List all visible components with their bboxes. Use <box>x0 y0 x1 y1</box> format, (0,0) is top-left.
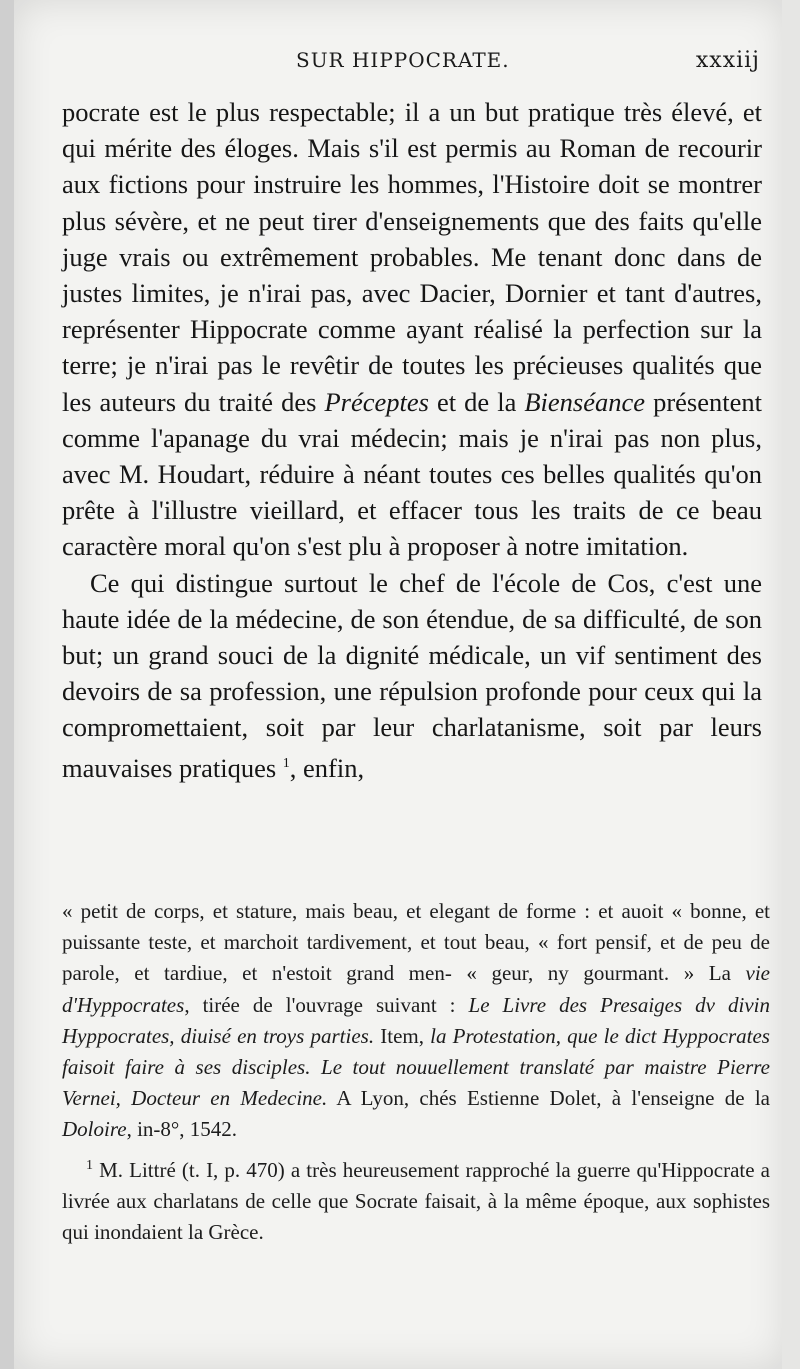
paragraph-2-text-a: Ce qui distingue surtout le chef de l'école de Cos, c'est une haute idée de la médecine, de son étendue, de sa difficulté, de son but; un grand souci de la dignité médicale, un vif sentiment des devoirs de sa profession, une répulsion profonde pour ceux qui la compromettaient, soit par leur charlatanisme, soit par leurs mauvaises pratiques <box>62 567 762 783</box>
footnote-ref: 1 <box>282 755 290 771</box>
page-header <box>60 48 760 78</box>
footnote-mark: 1 <box>86 1157 93 1173</box>
footnote-continuation <box>62 896 770 1146</box>
title-bienseance: Bienséance <box>524 386 646 417</box>
paragraph-2 <box>62 565 762 786</box>
footnote-1-text-d: A Lyon, chés Estienne Dolet, à l'enseigne de la <box>327 1086 770 1111</box>
footnotes <box>62 896 770 1248</box>
footnote-1-italic-3: la Protestation, que le dict Hyppocrates faisoit faire à ses disciples. Le tout nouuellement translaté par maistre Pierre Vernei, Docteur en Medecine. <box>62 1023 770 1111</box>
footnote-1-italic-2: Le Livre des Presaiges dv divin Hyppocrates, diuisé en troys parties. <box>62 992 770 1048</box>
footnote-1-italic-1: vie d'Hyppocrates <box>62 961 770 1017</box>
running-title: SUR HIPPOCRATE. <box>296 48 510 72</box>
body-text <box>62 94 762 786</box>
paragraph-1-text-b: et de la <box>428 386 525 417</box>
footnote-1 <box>62 1150 770 1249</box>
paragraph-1-text-c: présentent comme l'apanage du vrai médecin; mais je n'irai pas non plus, avec M. Houdart, réduire à néant toutes ces belles qualités qu'on prête à l'illustre vieillard, et effacer tous les traits de ce beau caractère moral qu'on s'est plu à proposer à notre imitation. <box>62 386 762 562</box>
footnote-1-text-e: , in-8°, 1542. <box>126 1117 238 1142</box>
margin-marks <box>0 720 14 900</box>
footnote-1-text-a: « petit de corps, et stature, mais beau, et elegant de forme : et auoit « bonne, et puissante teste, et marchoit tardivement, et tout beau, « fort pensif, et de peu de parole, et tardiue, et n'estoit grand men- « geur, ny gourmant. » La <box>62 899 770 986</box>
title-preceptes: Préceptes <box>324 386 429 417</box>
page-number: xxxiij <box>695 48 760 73</box>
paragraph-2-text-b: , enfin, <box>289 752 365 783</box>
footnote-1-text-b: , tirée de l'ouvrage suivant : <box>184 992 469 1017</box>
paragraph-1-text-a: pocrate est le plus respectable; il a un but pratique très élevé, et qui mérite des éloges. Mais s'il est permis au Roman de recourir aux fictions pour instruire les hommes, l'Histoire doit se montrer plus sévère, et ne peut tirer d'enseignements que des faits qu'elle juge vrais ou extrêmement probables. Me tenant donc dans de justes limites, je n'irai pas, avec Dacier, Dornier et tant d'autres, représenter Hippocrate comme ayant réalisé la perfection sur la terre; je n'irai pas le revêtir de toutes les précieuses qualités que les auteurs du traité des <box>62 97 762 417</box>
page-edge <box>782 0 800 1369</box>
footnote-1-text-c: Item, <box>374 1023 431 1048</box>
footnote-1-italic-4: Doloire <box>62 1117 127 1142</box>
paragraph-1 <box>62 94 762 565</box>
footnote-2-text: M. Littré (t. I, p. 470) a très heureusement rapproché la guerre qu'Hippocrate a livrée aux charlatans de celle que Socrate faisait, à la même époque, aux sophistes qui inondaient la Grèce. <box>62 1157 770 1245</box>
